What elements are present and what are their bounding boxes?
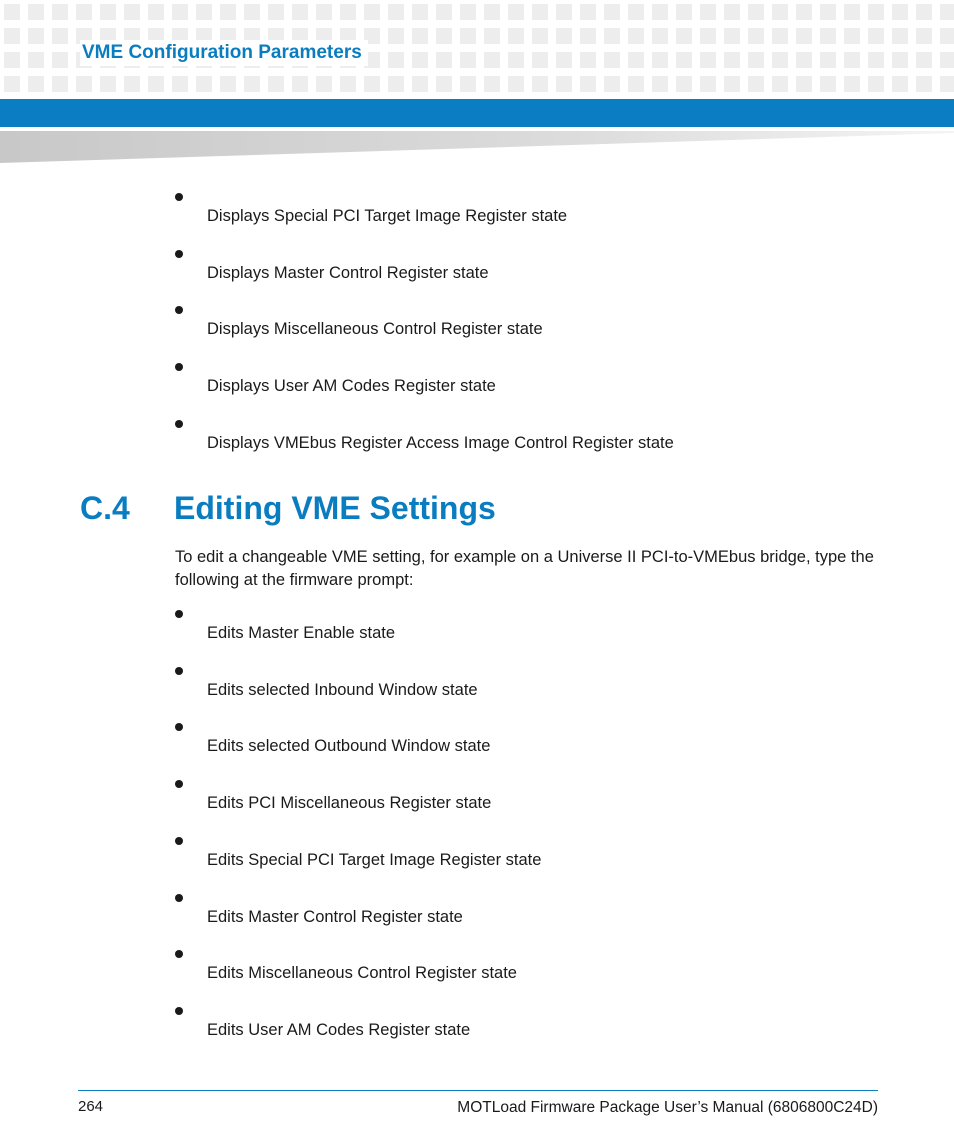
pattern-square xyxy=(556,76,572,92)
pattern-square xyxy=(508,4,524,20)
pattern-square xyxy=(388,76,404,92)
pattern-square xyxy=(652,28,668,44)
bullet-icon xyxy=(175,780,183,788)
pattern-square xyxy=(556,28,572,44)
pattern-square xyxy=(892,4,908,20)
list-item-text: Edits Master Control Register state xyxy=(207,907,463,926)
pattern-square xyxy=(700,76,716,92)
pattern-square xyxy=(76,4,92,20)
pattern-square xyxy=(604,52,620,68)
pattern-square xyxy=(796,76,812,92)
pattern-square xyxy=(4,76,20,92)
pattern-square xyxy=(364,4,380,20)
pattern-square xyxy=(772,28,788,44)
bullet-icon xyxy=(175,1007,183,1015)
pattern-square xyxy=(892,52,908,68)
pattern-square xyxy=(148,76,164,92)
bullet-icon xyxy=(175,420,183,428)
pattern-square xyxy=(652,76,668,92)
pattern-square xyxy=(196,76,212,92)
section-heading xyxy=(80,490,496,527)
pattern-square xyxy=(604,76,620,92)
pattern-square xyxy=(220,76,236,92)
pattern-square xyxy=(292,4,308,20)
pattern-square xyxy=(268,4,284,20)
section-number: C.4 xyxy=(80,490,130,526)
pattern-square xyxy=(604,28,620,44)
list-item-text: Edits Special PCI Target Image Register state xyxy=(207,850,542,869)
bullet-icon xyxy=(175,837,183,845)
pattern-square xyxy=(436,4,452,20)
list-item-text: Displays Special PCI Target Image Register state xyxy=(207,207,568,225)
pattern-square xyxy=(628,4,644,20)
pattern-square xyxy=(28,76,44,92)
pattern-square xyxy=(364,76,380,92)
pattern-square xyxy=(844,52,860,68)
pattern-square xyxy=(52,4,68,20)
pattern-square xyxy=(916,28,932,44)
pattern-square xyxy=(868,52,884,68)
pattern-square xyxy=(556,52,572,68)
pattern-square xyxy=(652,4,668,20)
pattern-square xyxy=(52,28,68,44)
pattern-square xyxy=(172,76,188,92)
list-item-text: Displays User AM Codes Register state xyxy=(207,377,496,396)
pattern-square xyxy=(868,76,884,92)
pattern-square xyxy=(4,52,20,68)
pattern-square xyxy=(412,52,428,68)
section-intro-paragraph: To edit a changeable VME setting, for example on a Universe II PCI-to-VMEbus bridge, type the following at the firmware prompt: xyxy=(175,548,874,589)
pattern-square xyxy=(436,76,452,92)
pattern-square xyxy=(100,4,116,20)
pattern-square xyxy=(28,28,44,44)
pattern-square xyxy=(652,52,668,68)
pattern-square xyxy=(748,76,764,92)
pattern-square xyxy=(316,76,332,92)
pattern-square xyxy=(124,4,140,20)
bullet-icon xyxy=(175,306,183,314)
pattern-square xyxy=(436,28,452,44)
pattern-square xyxy=(196,4,212,20)
list-item-text: Edits selected Outbound Window state xyxy=(207,737,491,756)
pattern-square xyxy=(940,52,954,68)
list-item-text: Edits PCI Miscellaneous Register state xyxy=(207,794,492,813)
pattern-square xyxy=(124,76,140,92)
pattern-row xyxy=(4,76,954,92)
pattern-square xyxy=(772,4,788,20)
bullet-icon xyxy=(175,363,183,371)
pattern-square xyxy=(724,52,740,68)
pattern-square xyxy=(460,28,476,44)
pattern-square xyxy=(700,28,716,44)
pattern-square xyxy=(508,52,524,68)
pattern-square xyxy=(388,28,404,44)
header-grey-wedge xyxy=(0,131,954,163)
bullet-icon xyxy=(175,667,183,675)
pattern-square xyxy=(844,4,860,20)
bullet-icon xyxy=(175,193,183,201)
pattern-square xyxy=(724,28,740,44)
section-title: Editing VME Settings xyxy=(174,490,496,526)
pattern-square xyxy=(76,76,92,92)
pattern-square xyxy=(796,4,812,20)
pattern-square xyxy=(676,28,692,44)
pattern-square xyxy=(148,4,164,20)
pattern-square xyxy=(100,76,116,92)
pattern-square xyxy=(700,4,716,20)
pattern-square xyxy=(580,4,596,20)
pattern-square xyxy=(484,4,500,20)
pattern-square xyxy=(244,4,260,20)
pattern-square xyxy=(796,28,812,44)
pattern-square xyxy=(868,4,884,20)
pattern-square xyxy=(532,52,548,68)
pattern-square xyxy=(388,4,404,20)
pattern-square xyxy=(460,4,476,20)
pattern-square xyxy=(796,52,812,68)
pattern-square xyxy=(892,76,908,92)
list-item-text: Displays Miscellaneous Control Register state xyxy=(207,320,543,339)
pattern-square xyxy=(676,52,692,68)
pattern-square xyxy=(844,28,860,44)
list-item-text: Edits selected Inbound Window state xyxy=(207,680,478,699)
pattern-square xyxy=(724,76,740,92)
pattern-square xyxy=(820,28,836,44)
pattern-square xyxy=(436,52,452,68)
pattern-square xyxy=(244,76,260,92)
bullet-icon xyxy=(175,610,183,618)
list-item-text: Displays VMEbus Register Access Image Control Register state xyxy=(207,433,674,452)
pattern-square xyxy=(676,4,692,20)
pattern-square xyxy=(28,52,44,68)
pattern-square xyxy=(52,52,68,68)
pattern-square xyxy=(820,4,836,20)
pattern-square xyxy=(940,28,954,44)
pattern-square xyxy=(412,76,428,92)
pattern-square xyxy=(532,76,548,92)
pattern-square xyxy=(580,52,596,68)
bullet-icon xyxy=(175,723,183,731)
pattern-square xyxy=(868,28,884,44)
pattern-square xyxy=(412,4,428,20)
pattern-square xyxy=(484,28,500,44)
bullet-icon xyxy=(175,250,183,258)
pattern-square xyxy=(172,4,188,20)
pattern-square xyxy=(460,76,476,92)
pattern-square xyxy=(508,28,524,44)
pattern-square xyxy=(340,4,356,20)
pattern-square xyxy=(724,4,740,20)
pattern-square xyxy=(772,76,788,92)
pattern-square xyxy=(484,52,500,68)
pattern-square xyxy=(772,52,788,68)
pattern-square xyxy=(748,52,764,68)
running-header-title: VME Configuration Parameters xyxy=(80,40,368,66)
pattern-row xyxy=(4,4,954,20)
pattern-square xyxy=(916,76,932,92)
header-blue-band xyxy=(0,99,954,127)
pattern-square xyxy=(916,4,932,20)
pattern-square xyxy=(316,4,332,20)
pattern-square xyxy=(916,52,932,68)
list-item-text: Edits Miscellaneous Control Register state xyxy=(207,964,517,983)
list-item-text: Displays Master Control Register state xyxy=(207,263,489,282)
pattern-square xyxy=(820,76,836,92)
pattern-square xyxy=(844,76,860,92)
pattern-square xyxy=(52,76,68,92)
pattern-square xyxy=(676,76,692,92)
pattern-square xyxy=(580,76,596,92)
footer-doc-title: MOTLoad Firmware Package User’s Manual (6806800C24D) xyxy=(457,1099,878,1116)
pattern-square xyxy=(532,4,548,20)
page-number: 264 xyxy=(78,1098,104,1115)
pattern-square xyxy=(628,76,644,92)
pattern-square xyxy=(220,4,236,20)
pattern-square xyxy=(628,52,644,68)
pattern-square xyxy=(820,52,836,68)
pattern-square xyxy=(628,28,644,44)
pattern-square xyxy=(484,76,500,92)
pattern-square xyxy=(532,28,548,44)
bullet-icon xyxy=(175,950,183,958)
pattern-square xyxy=(940,76,954,92)
footer-rule xyxy=(78,1090,878,1091)
pattern-square xyxy=(556,4,572,20)
pattern-square xyxy=(412,28,428,44)
pattern-square xyxy=(892,28,908,44)
pattern-square xyxy=(580,28,596,44)
pattern-square xyxy=(604,4,620,20)
pattern-square xyxy=(700,52,716,68)
pattern-square xyxy=(340,76,356,92)
pattern-square xyxy=(292,76,308,92)
pattern-square xyxy=(748,4,764,20)
pattern-square xyxy=(508,76,524,92)
pattern-square xyxy=(940,4,954,20)
pattern-square xyxy=(4,4,20,20)
pattern-square xyxy=(28,4,44,20)
list-item-text: Edits Master Enable state xyxy=(207,624,396,642)
pattern-square xyxy=(4,28,20,44)
pattern-square xyxy=(748,28,764,44)
bullet-icon xyxy=(175,894,183,902)
list-item-text: Edits User AM Codes Register state xyxy=(207,1020,471,1039)
pattern-square xyxy=(268,76,284,92)
pattern-square xyxy=(460,52,476,68)
pattern-square xyxy=(388,52,404,68)
